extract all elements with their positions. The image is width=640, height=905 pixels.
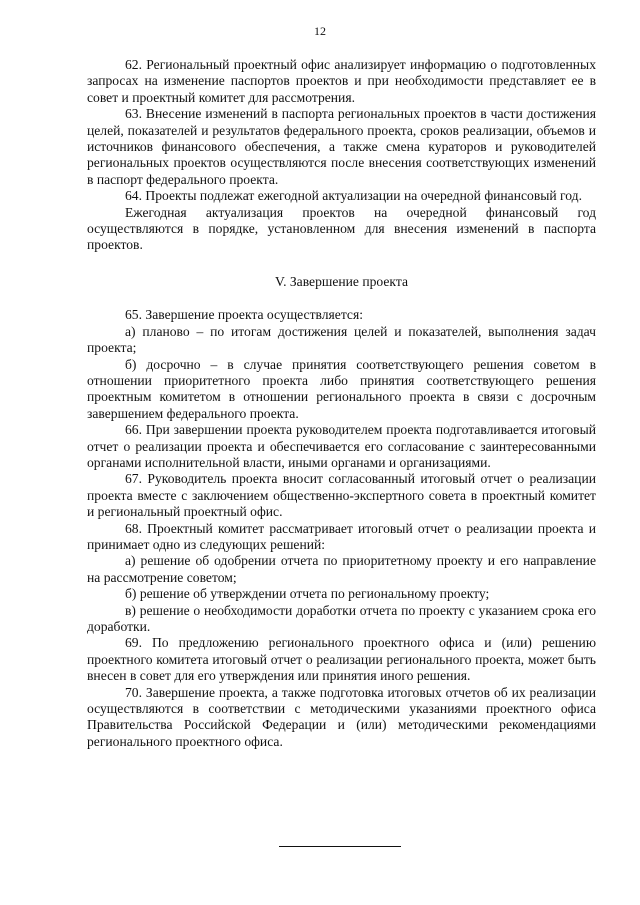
paragraph-69: 69. По предложению регионального проектного офиса и (или) решению проектного комитета итоговый отчет о реализации регионального проекта, может быть внесен в совет для его утверждения или принятия иного решения. [87,635,596,684]
paragraph-66: 66. При завершении проекта руководителем проекта подготавливается итоговый отчет о реализации проекта и обеспечивается его согласование с заинтересованными органами исполнительной власти, иными органами и организациями. [87,422,596,470]
paragraph-63: 63. Внесение изменений в паспорта региональных проектов в части достижения целей, показателей и результатов федерального проекта, сроков реализации, объемов и источников финансового обеспечения, а также смена кураторов и руководителей региональных проектов осуществляются после внесения соответствующих изменений в паспорт федерального проекта. [87,106,596,187]
paragraph-68-a: а) решение об одобрении отчета по приоритетному проекту и его направление на рассмотрение советом; [87,553,596,585]
paragraph-65: 65. Завершение проекта осуществляется: [125,307,363,323]
paragraph-65-a: а) планово – по итогам достижения целей и показателей, выполнения задач проекта; [87,323,596,356]
paragraph-annual-update: Ежегодная актуализация проектов на очередной финансовый год осуществляются в порядке, установленном для внесения изменений в паспорта проектов. [87,204,596,253]
paragraph-62: 62. Региональный проектный офис анализирует информацию о подготовленных запросах на изменение паспортов проектов и при необходимости представляет ее в совет и проектный комитет для рассмотрения. [87,57,596,105]
paragraph-64: 64. Проекты подлежат ежегодной актуализации на очередной финансовый год. [125,188,582,204]
paragraph-70: 70. Завершение проекта, а также подготовка итоговых отчетов об их реализации осуществляются в соответствии с методическими указаниями проектного офиса Правительства Российской Федерации и (или) методическими рекомендациями регионального проектного офиса. [87,684,596,749]
paragraph-67: 67. Руководитель проекта вносит согласованный итоговый отчет о реализации проекта вместе с заключением общественно-экспертного совета в проектный комитет и региональный проектный офис. [87,471,596,520]
section-heading: V. Завершение проекта [275,273,408,289]
page-number: 12 [314,24,326,38]
end-divider [279,846,401,847]
paragraph-68-v: в) решение о необходимости доработки отчета по проекту с указанием срока его доработки. [87,602,596,634]
paragraph-68: 68. Проектный комитет рассматривает итоговый отчет о реализации проекта и принимает одно из следующих решений: [87,520,596,552]
document-body [87,57,596,750]
paragraph-65-b: б) досрочно – в случае принятия соответствующего решения советом в отношении приоритетного проекта либо принятия соответствующего решения проектным комитетом в отношении регионального проекта в связи с досрочным завершением федерального проекта. [87,356,596,421]
paragraph-68-b: б) решение об утверждении отчета по региональному проекту; [125,586,490,602]
